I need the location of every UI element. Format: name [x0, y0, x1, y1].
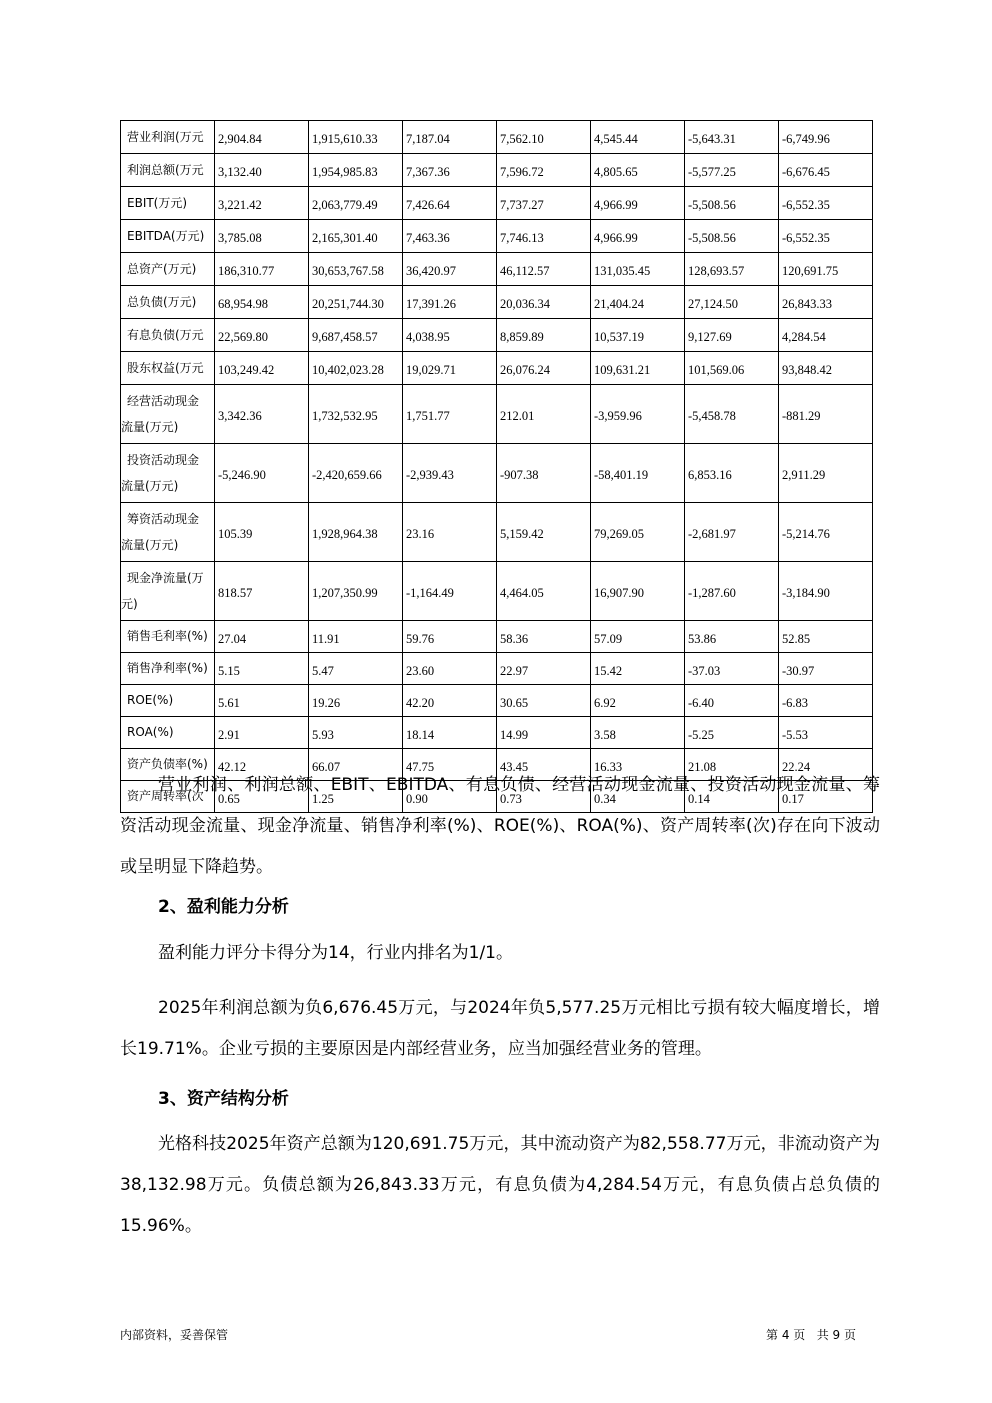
- table-cell: -1,287.60: [685, 562, 779, 621]
- table-cell: 1,915,610.33: [309, 121, 403, 154]
- table-cell: 9,127.69: [685, 319, 779, 352]
- table-cell: 19.26: [309, 685, 403, 717]
- row-label: 股东权益(万元: [121, 352, 215, 385]
- table-cell: 30,653,767.58: [309, 253, 403, 286]
- table-cell: 22.97: [497, 653, 591, 685]
- table-cell: 16,907.90: [591, 562, 685, 621]
- table-cell: 15.42: [591, 653, 685, 685]
- table-cell: 2.91: [215, 717, 309, 749]
- financial-indicators-table: [120, 120, 873, 813]
- table-row: [121, 444, 873, 503]
- row-label-line1: 现金净流量(万: [127, 571, 204, 585]
- table-row: [121, 253, 873, 286]
- table-cell: -6,552.35: [779, 220, 873, 253]
- table-cell: -6,676.45: [779, 154, 873, 187]
- table-cell: 0.34: [591, 781, 685, 813]
- row-label-line2: 流量(万元): [121, 479, 179, 493]
- row-label: ROE(%): [121, 685, 215, 717]
- table-cell: 1,207,350.99: [309, 562, 403, 621]
- row-label: ROA(%): [121, 717, 215, 749]
- row-label: 资产周转率(次: [121, 781, 215, 813]
- profitability-score-paragraph: 盈利能力评分卡得分为14，行业内排名为1/1。: [158, 943, 513, 963]
- row-label: [121, 385, 215, 444]
- table-cell: 5.47: [309, 653, 403, 685]
- row-label: 资产负债率(%): [121, 749, 215, 781]
- table-cell: 7,367.36: [403, 154, 497, 187]
- table-cell: 120,691.75: [779, 253, 873, 286]
- table-cell: -58,401.19: [591, 444, 685, 503]
- table-cell: -907.38: [497, 444, 591, 503]
- table-row: [121, 154, 873, 187]
- table-row: [121, 352, 873, 385]
- table-cell: 22,569.80: [215, 319, 309, 352]
- table-cell: 7,596.72: [497, 154, 591, 187]
- table-cell: 10,402,023.28: [309, 352, 403, 385]
- row-label: EBIT(万元): [121, 187, 215, 220]
- row-label: 销售净利率(%): [121, 653, 215, 685]
- table-cell: 3,342.36: [215, 385, 309, 444]
- table-cell: 0.17: [779, 781, 873, 813]
- table-row: [121, 121, 873, 154]
- section-heading-asset-structure: 3、资产结构分析: [158, 1089, 289, 1109]
- table-cell: 27,124.50: [685, 286, 779, 319]
- table-cell: 43.45: [497, 749, 591, 781]
- table-cell: -5,246.90: [215, 444, 309, 503]
- table-cell: 101,569.06: [685, 352, 779, 385]
- table-row: [121, 286, 873, 319]
- row-label-line2: 流量(万元): [121, 538, 179, 552]
- table-cell: 3,785.08: [215, 220, 309, 253]
- table-cell: -30.97: [779, 653, 873, 685]
- row-label-line1: 投资活动现金: [127, 453, 200, 467]
- table-cell: 4,966.99: [591, 187, 685, 220]
- table-row: [121, 503, 873, 562]
- row-label: 总负债(万元): [121, 286, 215, 319]
- table-cell: -5,458.78: [685, 385, 779, 444]
- table-cell: 6.92: [591, 685, 685, 717]
- table-cell: 10,537.19: [591, 319, 685, 352]
- table-cell: 36,420.97: [403, 253, 497, 286]
- table-cell: -1,164.49: [403, 562, 497, 621]
- table-cell: 4,038.95: [403, 319, 497, 352]
- table-cell: -5,508.56: [685, 220, 779, 253]
- table-cell: 14.99: [497, 717, 591, 749]
- table-cell: 23.60: [403, 653, 497, 685]
- table-cell: 3,221.42: [215, 187, 309, 220]
- table-cell: 131,035.45: [591, 253, 685, 286]
- table-cell: 1.25: [309, 781, 403, 813]
- table-row: [121, 385, 873, 444]
- table-cell: 0.90: [403, 781, 497, 813]
- table-cell: 21,404.24: [591, 286, 685, 319]
- table-cell: 8,859.89: [497, 319, 591, 352]
- table-row: [121, 562, 873, 621]
- table-cell: 42.20: [403, 685, 497, 717]
- table-cell: -5,508.56: [685, 187, 779, 220]
- table-cell: 20,251,744.30: [309, 286, 403, 319]
- table-cell: 59.76: [403, 621, 497, 653]
- table-row: [121, 319, 873, 352]
- table-cell: 42.12: [215, 749, 309, 781]
- footer-confidential-note: 内部资料，妥善保管: [120, 1328, 229, 1342]
- footer-page-number: 第 4 页 共 9 页: [766, 1328, 856, 1342]
- table-cell: -5,577.25: [685, 154, 779, 187]
- table-cell: 818.57: [215, 562, 309, 621]
- table-cell: 1,928,964.38: [309, 503, 403, 562]
- table-cell: 2,165,301.40: [309, 220, 403, 253]
- table-cell: 68,954.98: [215, 286, 309, 319]
- table-cell: -6.83: [779, 685, 873, 717]
- table-row: [121, 220, 873, 253]
- table-cell: 2,904.84: [215, 121, 309, 154]
- table-cell: 109,631.21: [591, 352, 685, 385]
- table-cell: -5,214.76: [779, 503, 873, 562]
- table-cell: 47.75: [403, 749, 497, 781]
- table-cell: 30.65: [497, 685, 591, 717]
- table-cell: 0.73: [497, 781, 591, 813]
- table-cell: 53.86: [685, 621, 779, 653]
- table-cell: 4,284.54: [779, 319, 873, 352]
- table-cell: 7,737.27: [497, 187, 591, 220]
- table-cell: 105.39: [215, 503, 309, 562]
- asset-structure-paragraph: 光格科技2025年资产总额为120,691.75万元，其中流动资产为82,558.77万元，非流动资产为38,132.98万元。负债总额为26,843.33万元，有息负债为4,284.54万元，有息负债占总负债的15.96%。: [120, 1134, 880, 1236]
- table-cell: 19,029.71: [403, 352, 497, 385]
- table-cell: 6,853.16: [685, 444, 779, 503]
- table-cell: -3,184.90: [779, 562, 873, 621]
- table-cell: 5.15: [215, 653, 309, 685]
- table-cell: 103,249.42: [215, 352, 309, 385]
- table-cell: 20,036.34: [497, 286, 591, 319]
- profit-analysis-paragraph: 2025年利润总额为负6,676.45万元，与2024年负5,577.25万元相比亏损有较大幅度增长，增长19.71%。企业亏损的主要原因是内部经营业务，应当加强经营业务的管理。: [120, 998, 880, 1059]
- table-cell: 2,911.29: [779, 444, 873, 503]
- table-cell: 0.65: [215, 781, 309, 813]
- table-cell: 1,732,532.95: [309, 385, 403, 444]
- table-cell: 9,687,458.57: [309, 319, 403, 352]
- table-cell: 26,843.33: [779, 286, 873, 319]
- table-cell: 4,545.44: [591, 121, 685, 154]
- table-cell: 66.07: [309, 749, 403, 781]
- table-cell: 1,954,985.83: [309, 154, 403, 187]
- table-cell: -5.25: [685, 717, 779, 749]
- row-label: 营业利润(万元: [121, 121, 215, 154]
- table-cell: 46,112.57: [497, 253, 591, 286]
- row-label: 有息负债(万元: [121, 319, 215, 352]
- row-label-line1: 筹资活动现金: [127, 512, 200, 526]
- table-cell: 7,187.04: [403, 121, 497, 154]
- table-cell: 11.91: [309, 621, 403, 653]
- row-label: 总资产(万元): [121, 253, 215, 286]
- table-cell: 4,966.99: [591, 220, 685, 253]
- row-label-line1: 经营活动现金: [127, 394, 200, 408]
- table-cell: 7,463.36: [403, 220, 497, 253]
- table-cell: -5.53: [779, 717, 873, 749]
- table-cell: -2,939.43: [403, 444, 497, 503]
- table-cell: -2,420,659.66: [309, 444, 403, 503]
- table-cell: 7,562.10: [497, 121, 591, 154]
- table-cell: -6.40: [685, 685, 779, 717]
- table-cell: 18.14: [403, 717, 497, 749]
- row-label: 利润总额(万元: [121, 154, 215, 187]
- row-label: 销售毛利率(%): [121, 621, 215, 653]
- table-cell: 128,693.57: [685, 253, 779, 286]
- table-row: [121, 187, 873, 220]
- table-cell: 1,751.77: [403, 385, 497, 444]
- table-cell: 26,076.24: [497, 352, 591, 385]
- trend-summary-paragraph: 营业利润、利润总额、EBIT、EBITDA、有息负债、经营活动现金流量、投资活动现金流量、筹资活动现金流量、现金净流量、销售净利率(%)、ROE(%)、ROA(%)、资产周转率(次)存在向下波动或呈明显下降趋势。: [120, 775, 880, 877]
- table-cell: 79,269.05: [591, 503, 685, 562]
- table-cell: 3,132.40: [215, 154, 309, 187]
- table-cell: 4,464.05: [497, 562, 591, 621]
- table-row: [121, 653, 873, 685]
- row-label: EBITDA(万元): [121, 220, 215, 253]
- row-label: [121, 503, 215, 562]
- table-cell: 22.24: [779, 749, 873, 781]
- table-cell: 21.08: [685, 749, 779, 781]
- table-cell: 16.33: [591, 749, 685, 781]
- table-row: [121, 621, 873, 653]
- table-cell: -6,552.35: [779, 187, 873, 220]
- table-cell: 186,310.77: [215, 253, 309, 286]
- table-cell: 5,159.42: [497, 503, 591, 562]
- table-row: [121, 685, 873, 717]
- table-cell: 5.93: [309, 717, 403, 749]
- table-cell: 23.16: [403, 503, 497, 562]
- table-cell: 4,805.65: [591, 154, 685, 187]
- table-cell: -37.03: [685, 653, 779, 685]
- table-cell: -881.29: [779, 385, 873, 444]
- table-cell: 17,391.26: [403, 286, 497, 319]
- table-cell: 7,426.64: [403, 187, 497, 220]
- table-cell: -2,681.97: [685, 503, 779, 562]
- table-cell: 52.85: [779, 621, 873, 653]
- row-label: [121, 562, 215, 621]
- table-cell: 58.36: [497, 621, 591, 653]
- section-heading-profitability: 2、盈利能力分析: [158, 897, 289, 917]
- table-row: [121, 717, 873, 749]
- table-cell: 3.58: [591, 717, 685, 749]
- table-cell: -6,749.96: [779, 121, 873, 154]
- table-cell: 212.01: [497, 385, 591, 444]
- row-label-line2: 元): [121, 597, 138, 611]
- row-label-line2: 流量(万元): [121, 420, 179, 434]
- table-cell: 93,848.42: [779, 352, 873, 385]
- table-cell: 5.61: [215, 685, 309, 717]
- table-cell: -5,643.31: [685, 121, 779, 154]
- table-cell: 0.14: [685, 781, 779, 813]
- row-label: [121, 444, 215, 503]
- table-cell: -3,959.96: [591, 385, 685, 444]
- table-cell: 57.09: [591, 621, 685, 653]
- table-cell: 7,746.13: [497, 220, 591, 253]
- table-cell: 27.04: [215, 621, 309, 653]
- table-cell: 2,063,779.49: [309, 187, 403, 220]
